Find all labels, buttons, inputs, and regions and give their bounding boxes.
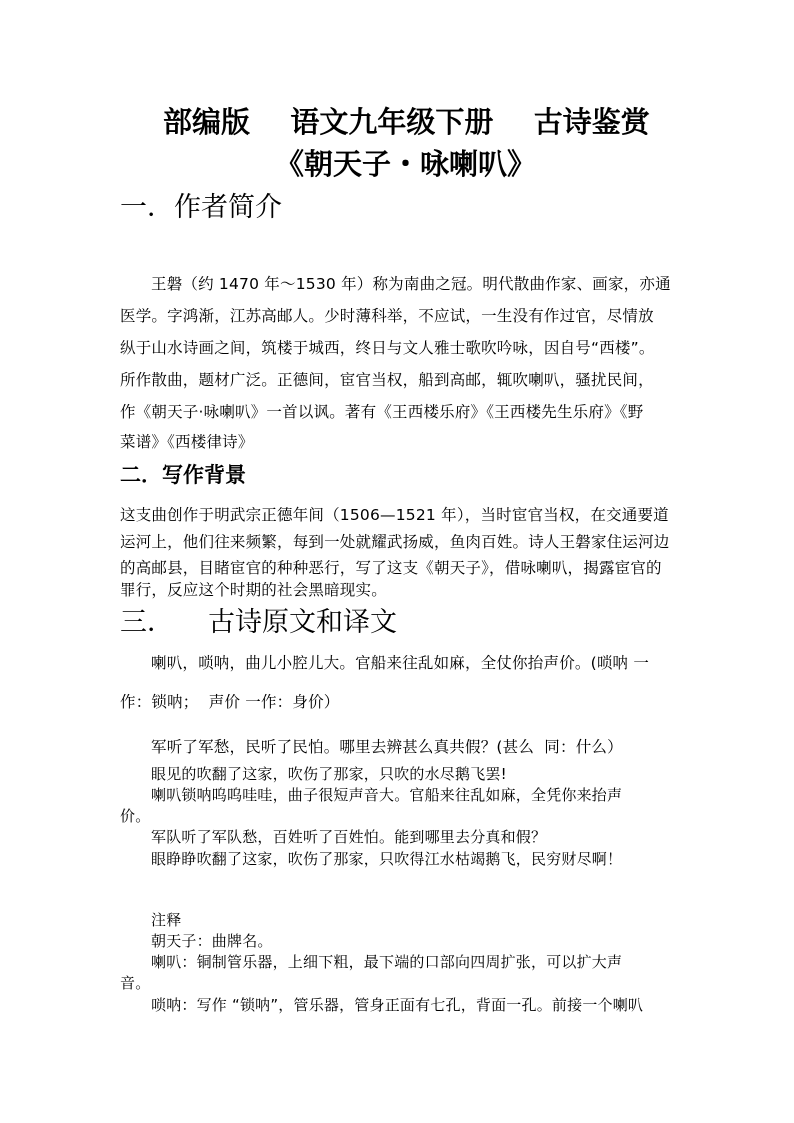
paragraph-line: 纵于山水诗画之间，筑楼于城西，终日与文人雅士歌吹吟咏，因自号“西楼”。 [120,339,655,357]
poem-line: 眼见的吹翻了这家，吹伤了那家，只吹的水尽鹅飞罢! [151,765,507,783]
paragraph-line: 菜谱》《西楼律诗》 [120,433,254,451]
paragraph-line: 所作散曲，题材广泛。正德间，宦官当权，船到高邮，辄吹喇叭，骚扰民间， [120,371,654,389]
paragraph-line: 运河上，他们往来频繁，每到一处就耀武扬威，鱼肉百姓。诗人王磐家住运河边 [120,533,670,551]
paragraph-line: 这支曲创作于明武宗正德年间（1506—1521 年），当时宦官当权，在交通要道 [120,506,669,524]
poem-line: 作：锁呐； 声价 一作：身价） [120,693,340,711]
section-2-heading: 二．写作背景 [120,462,246,487]
section-1-heading: 一．作者简介 [120,192,282,223]
paragraph-line: 的高邮县，目睹宦官的种种恶行，写了这支《朝天子》，借咏喇叭，揭露宦官的 [120,559,662,577]
translation-line: 价。 [120,807,151,825]
translation-line: 喇叭锁呐呜呜哇哇，曲子很短声音大。官船来往乱如麻，全凭你来抬声 [151,786,623,804]
page-title: 部编版 语文九年级下册 古诗鉴赏 [163,105,650,139]
paragraph-line: 医学。字鸿渐，江苏高邮人。少时薄科举，不应试，一生没有作过官，尽情放 [120,307,654,325]
note-line: 喇叭：铜制管乐器，上细下粗，最下端的口部向四周扩张，可以扩大声 [151,953,623,971]
paragraph-line: 作《朝天子·咏喇叭》一首以讽。著有《王西楼乐府》《王西楼先生乐府》《野 [120,403,644,421]
note-line: 音。 [120,974,151,992]
translation-line: 眼睁睁吹翻了这家，吹伤了那家，只吹得江水枯竭鹅飞，民穷财尽啊！ [151,850,623,868]
note-line: 唢呐：写作 “锁呐”，管乐器，管身正面有七孔，背面一孔。前接一个喇叭 [151,996,644,1014]
page-subtitle: 《朝天子・咏喇叭》 [275,147,537,181]
translation-line: 军队听了军队愁，百姓听了百姓怕。能到哪里去分真和假？ [151,828,547,846]
section-3-heading: 古诗原文和译文 [208,607,397,638]
paragraph-line: 王磐（约 1470 年～1530 年）称为南曲之冠。明代散曲作家、画家，亦通 [151,275,671,293]
section-3-heading-number: 三． [120,607,174,638]
note-line: 朝天子：曲牌名。 [151,932,273,950]
paragraph-line: 罪行，反应这个时期的社会黑暗现实。 [120,581,387,599]
poem-line: 军听了军愁，民听了民怕。哪里去辨甚么真共假？(甚么 同：什么） [151,738,623,756]
poem-line: 喇叭，唢呐，曲儿小腔儿大。官船来往乱如麻，全仗你抬声价。(唢呐 一 [151,654,650,672]
notes-label: 注释 [151,911,182,929]
